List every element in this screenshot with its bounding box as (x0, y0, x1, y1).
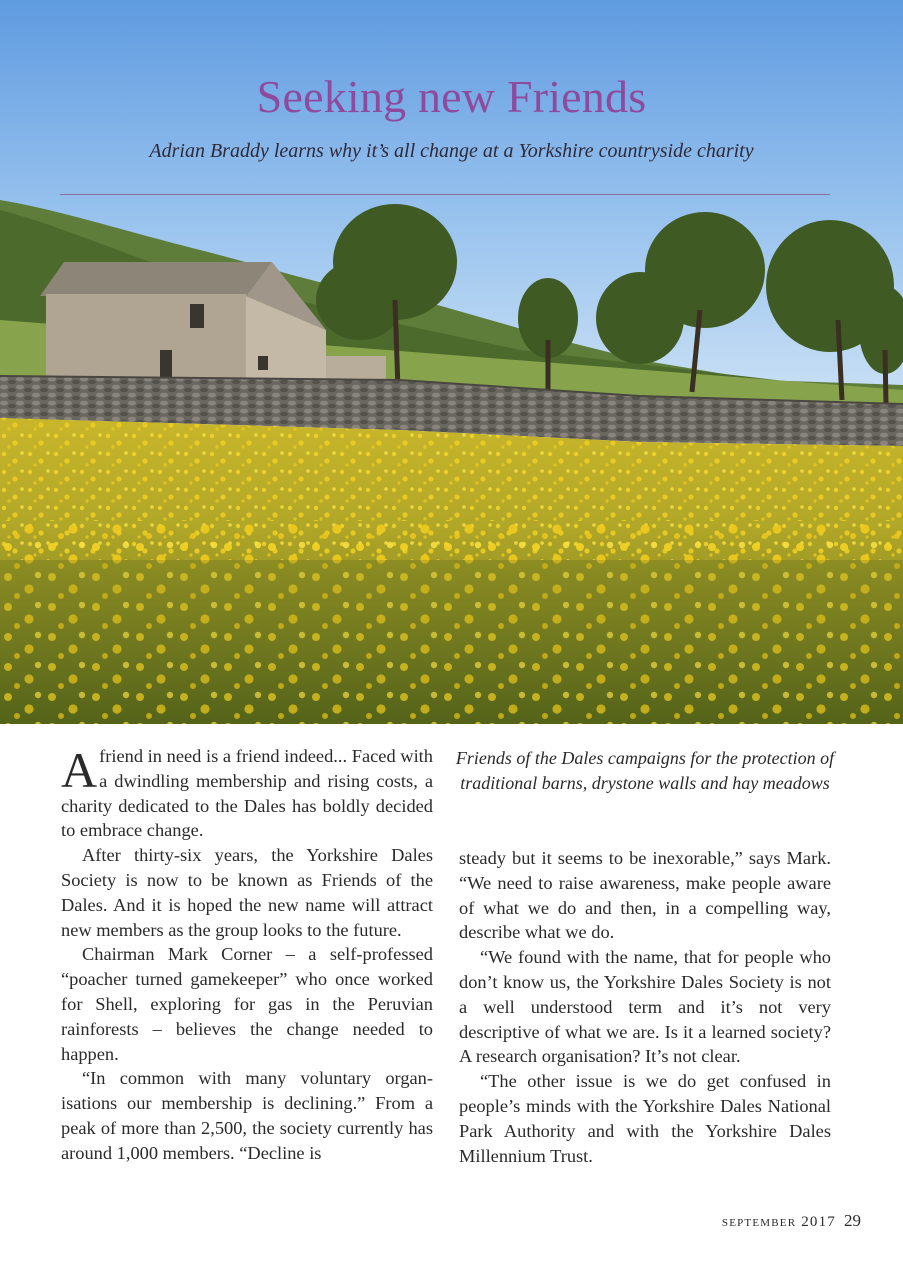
paragraph: “The other issue is we do get confused in people’s minds with the Yorkshire Dales National Park Authority and with the Yorkshire Dales Millennium Trust. (459, 1071, 831, 1166)
left-column (61, 744, 433, 1166)
drop-cap: A (61, 742, 98, 798)
photo-caption: Friends of the Dales campaigns for the protection of traditional barns, drystone walls and hay meadows (455, 748, 835, 793)
paragraph: Chairman Mark Corner – a self-professed “poacher turned gamekeeper” who once worked for Shell, exploring for gas in the Peruvian rainforests – believes the change needed to happen. (61, 944, 433, 1064)
paragraph: “In common with many voluntary organisations our membership is declining.” From a peak of more than 2,500, the society currently has around 1,000 members. “Decline is (61, 1068, 433, 1163)
title-divider (60, 194, 830, 195)
issue-date: september 2017 (721, 1214, 836, 1230)
paragraph: steady but it seems to be inexorable,” says Mark. “We need to raise awareness, make people aware of what we do and then, in a compelling way, describe what we do. (459, 848, 831, 943)
article-title: Seeking new Friends (256, 71, 647, 122)
right-column (459, 846, 831, 1168)
paragraph: After thirty-six years, the Yorkshire Dales Society is now to be known as Friends of the Dales. And it is hoped the new name will attract new members as the group looks to the future. (61, 845, 433, 940)
page-number: 29 (844, 1211, 861, 1230)
paragraph-text: friend in need is a friend indeed... Faced with a dwindling membership and rising costs, a charity dedicated to the Dales has boldly decided to embrace change. (61, 746, 433, 841)
paragraph: “We found with the name, that for people who don’t know us, the Yorkshire Dales Society is not a well understood term and it’s not very descriptive of what we are. Is it a learned society? A research organisation? It’s not clear. (459, 947, 831, 1067)
article-subtitle: Adrian Braddy learns why it’s all change at a Yorkshire countryside charity (149, 140, 754, 162)
page-footer (722, 1211, 861, 1231)
paragraph (61, 744, 433, 843)
